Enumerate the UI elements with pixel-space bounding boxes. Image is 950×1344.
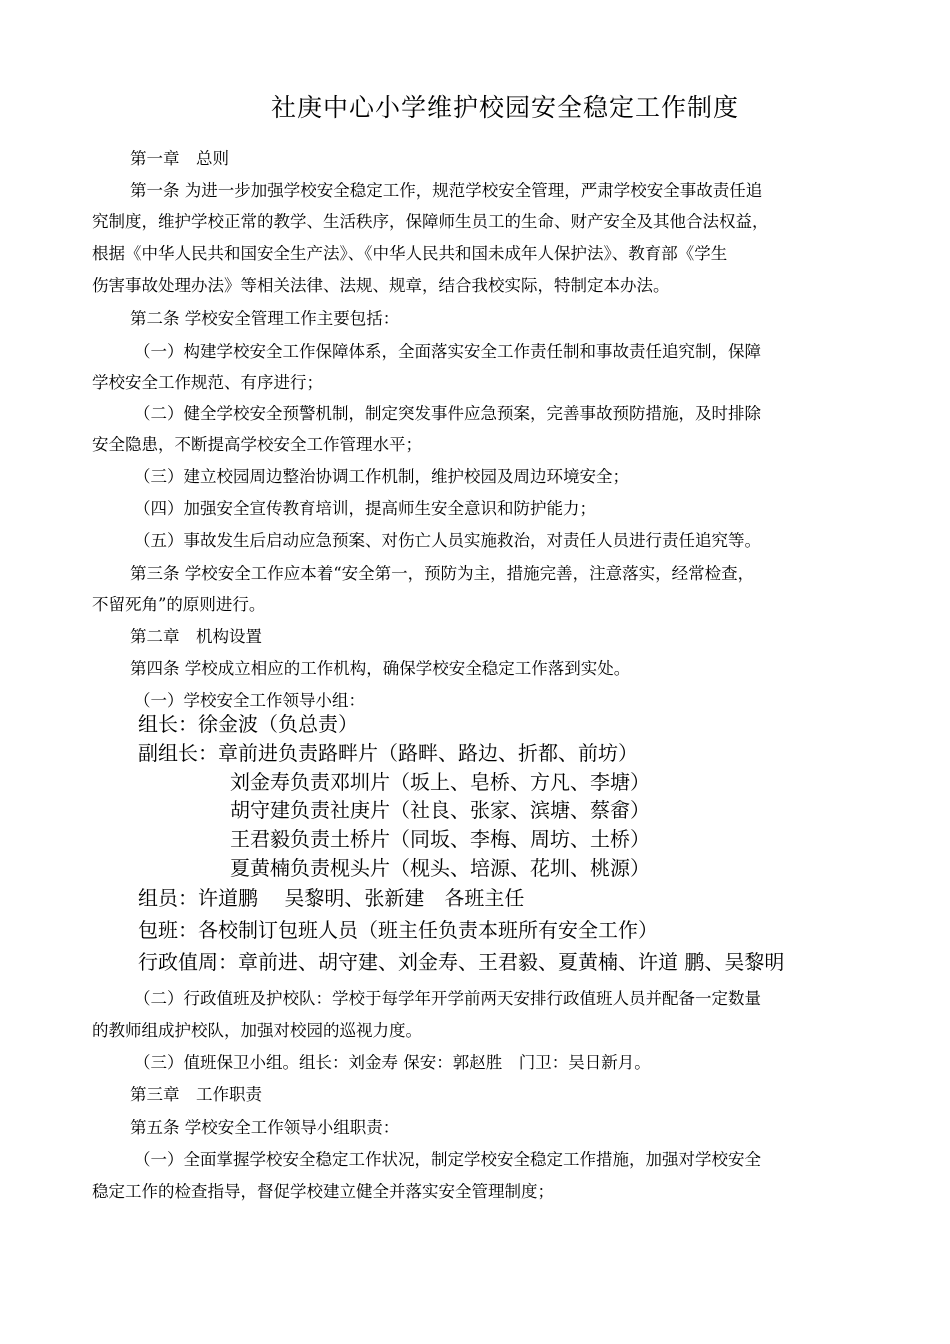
paragraph-line: （二）行政值班及护校队：学校于每学年开学前两天安排行政值班人员并配备一定数量 [134, 989, 761, 1008]
class-assignment-line: 包班：各校制订包班人员（班主任负责本班所有安全工作） [138, 918, 658, 942]
paragraph-line: （一）全面掌握学校安全稳定工作状况，制定学校安全稳定工作措施，加强对学校安全 [134, 1150, 761, 1169]
paragraph-line: 不留死角”的原则进行。 [92, 595, 266, 614]
chapter-heading: 第二章 机构设置 [130, 627, 262, 646]
article-line: 第二条 学校安全管理工作主要包括： [130, 309, 400, 328]
paragraph-line: 第一条 为进一步加强学校安全稳定工作，规范学校安全管理，严肃学校安全事故责任追 [130, 181, 763, 200]
deputy-leader-line: 王君毅负责土桥片（同坂、李梅、周坊、土桥） [230, 827, 650, 851]
deputy-leader-line: 副组长：章前进负责路畔片（路畔、路边、折都、前坊） [138, 741, 638, 765]
article-line: 第五条 学校安全工作领导小组职责： [130, 1118, 400, 1137]
deputy-leader-line: 胡守建负责社庚片（社良、张家、滨塘、蔡畲） [230, 798, 650, 822]
article-line: 第四条 学校成立相应的工作机构，确保学校安全稳定工作落到实处。 [130, 659, 631, 678]
paragraph-line: 稳定工作的检查指导，督促学校建立健全并落实安全管理制度； [92, 1182, 554, 1201]
paragraph-line: 的教师组成护校队，加强对校园的巡视力度。 [92, 1021, 422, 1040]
paragraph-line: 究制度，维护学校正常的教学、生活秩序，保障师生员工的生命、财产安全及其他合法权益， [92, 212, 769, 231]
article-line: 第三条 学校安全工作应本着“安全第一，预防为主，措施完善，注意落实，经常检查， [130, 564, 755, 583]
paragraph-line: （四）加强安全宣传教育培训，提高师生安全意识和防护能力； [134, 499, 596, 518]
weekly-duty-line: 行政值周：章前进、胡守建、刘金寿、王君毅、夏黄楠、许道 鹏、吴黎明 [138, 950, 785, 974]
paragraph-line: 学校安全工作规范、有序进行； [92, 373, 323, 392]
paragraph-line: （二）健全学校安全预警机制，制定突发事件应急预案，完善事故预防措施，及时排除 [134, 404, 761, 423]
paragraph-line: （三）建立校园周边整治协调工作机制，维护校园及周边环境安全； [134, 467, 629, 486]
paragraph-line: 根据《中华人民共和国安全生产法》、《中华人民共和国未成年人保护法》、教育部《学生 [92, 244, 728, 263]
paragraph-line: 伤害事故处理办法》等相关法律、法规、规章，结合我校实际，特制定本办法。 [92, 276, 670, 295]
deputy-leader-line: 刘金寿负责邓圳片（坂上、皂桥、方凡、李塘） [230, 770, 650, 794]
paragraph-line: （五）事故发生后启动应急预案、对伤亡人员实施救治，对责任人员进行责任追究等。 [134, 531, 761, 550]
paragraph-line: 安全隐患，不断提高学校安全工作管理水平； [92, 435, 422, 454]
paragraph-line: （三）值班保卫小组。组长：刘金寿 保安：郭赵胜 门卫：吴日新月。 [134, 1053, 651, 1072]
deputy-leader-line: 夏黄楠负责枧头片（枧头、培源、花圳、桃源） [230, 856, 650, 880]
chapter-heading: 第一章 总则 [130, 149, 229, 168]
leader-line: 组长：徐金波（负总责） [138, 712, 358, 736]
members-line: 组员：许道鹏 吴黎明、张新建 各班主任 [138, 886, 525, 910]
document-title: 社庚中心小学维护校园安全稳定工作制度 [270, 93, 739, 122]
paragraph-line: （一）学校安全工作领导小组： [134, 691, 365, 710]
paragraph-line: （一）构建学校安全工作保障体系，全面落实安全工作责任制和事故责任追究制，保障 [134, 342, 761, 361]
chapter-heading: 第三章 工作职责 [130, 1085, 262, 1104]
